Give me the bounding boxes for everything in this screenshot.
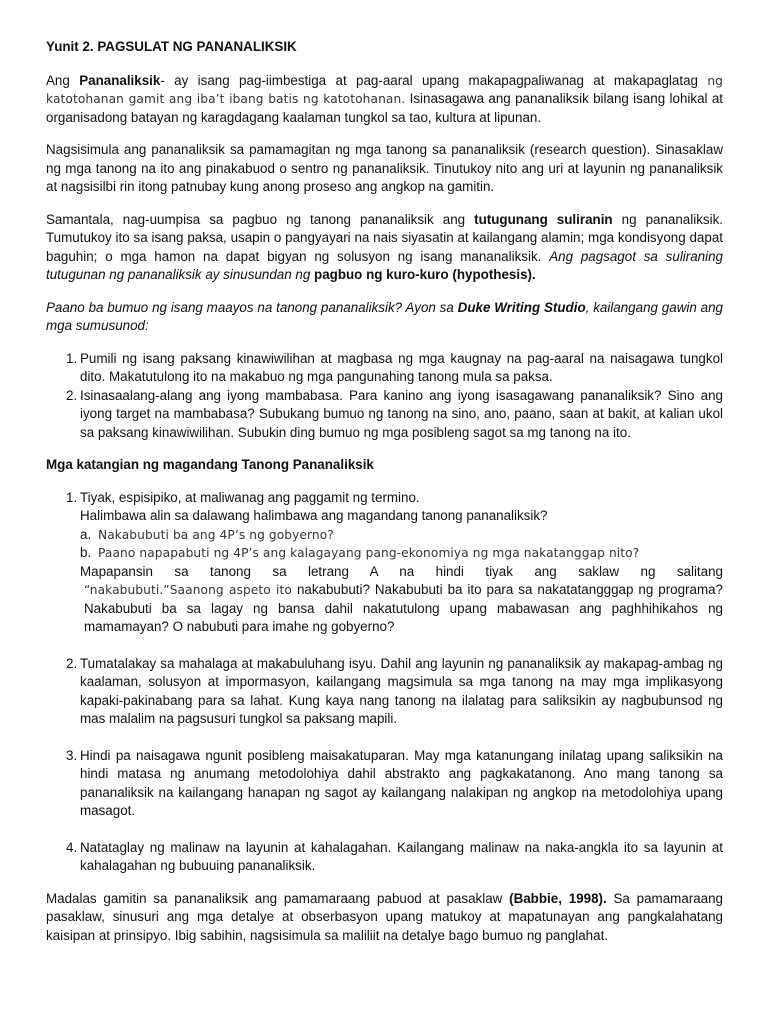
steps-list	[46, 350, 723, 443]
intro-paragraph	[46, 72, 723, 128]
characteristic-text: Natataglay ng malinaw na layunin at kahalagahan. Kailangang malinaw na naka-angkla ito sa layunin at kahalagahan ng bubuuing pananaliksik.	[80, 839, 723, 873]
problem-text-1: Samantala, nag-uumpisa sa pagbuo ng tanong pananaliksik ang	[46, 211, 475, 227]
example-text: Paano napapabuti ng 4P’s ang kalagayang pang-ekonomiya ng mga nakatanggap nito?	[98, 546, 640, 560]
closing-text-1: Madalas gamitin sa pananaliksik ang pamamaraang pabuod at pasaklaw	[46, 890, 510, 906]
step-text: Isinasaalang-alang ang iyong mambabasa. Para kanino ang iyong isasagawang pananaliksik? Sino ang iyong target na mambabasa? Subukang bumuo ng tanong na sino, ano, paano, saan at bakit, at kalian ukol sa paksang kinawiwilihan. Subukin ding bumuo ng mga posibleng sagot sa mg tanong na ito.	[80, 387, 723, 440]
closing-paragraph	[46, 890, 723, 946]
step-item	[46, 350, 723, 387]
explanation-line-1: Mapapansin sa tanong sa letrang A na hindi tiyak ang saklaw ng salitang	[80, 563, 723, 579]
problem-term: tutugunang suliranin	[474, 211, 613, 227]
list-marker: 1.	[66, 350, 78, 366]
characteristic-item	[46, 655, 723, 729]
explanation-rest	[80, 581, 723, 637]
duke-text-2: , kailangang gawin ang mga sumusunod:	[46, 299, 723, 333]
characteristic-text: Tiyak, espisipiko, at maliwanag ang paggamit ng termino.	[80, 489, 420, 505]
duke-source: Duke Writing Studio	[457, 299, 586, 315]
characteristic-item	[46, 747, 723, 821]
list-marker: 4.	[66, 839, 78, 855]
problem-italic: Ang pagsagot sa suliraning tutugunan ng pananaliksik ay sinusundan ng	[46, 248, 724, 282]
step-text: Pumili ng isang paksang kinawiwilihan at magbasa ng mga kaugnay na pag-aaral na naisagawa tungkol dito. Makatutulong ito na makabuo ng mga pangunahing tanong mula sa paksa.	[80, 350, 723, 384]
intro-lead: Ang	[46, 72, 80, 88]
intro-rest3: Isinasagawa ang pananaliksik bilang isang lohikal at organisadong batayan ng karagdagang kaalaman tungkol sa tao, kultura at lipunan.	[46, 91, 724, 125]
intro-term: Pananaliksik	[79, 72, 161, 88]
example-item	[80, 526, 723, 545]
characteristic-item	[46, 489, 723, 637]
list-marker: a.	[80, 526, 92, 542]
list-marker: 2.	[66, 387, 78, 403]
intro-rest1: - ay isang pag-iimbestiga at pag-aaral upang makapagpaliwanag at makapaglatag	[160, 72, 708, 88]
examples-list	[80, 526, 723, 563]
explanation-text: nakabubuti? Nakabubuti ba ito para sa nakatatangggap ng programa? Nakabubuti ba sa lagay ng bansa dahil nakatutulong upang mabawasan ang paghhihikahos ng mamamayan? O nabubuti para imahe ng gobyerno?	[84, 582, 724, 634]
document-title: Yunit 2. PAGSULAT NG PANANALIKSIK	[46, 39, 297, 54]
example-item	[80, 544, 723, 563]
list-marker: b.	[80, 545, 92, 560]
list-marker: 3.	[66, 747, 78, 763]
hypothesis-term: pagbuo ng kuro-kuro (hypothesis).	[314, 267, 536, 282]
research-question-paragraph: Nagsisimula ang pananaliksik sa pamamagitan ng mga tanong sa pananaliksik (research question). Sinasaklaw ng mga tanong na ito ang pinakabuod o sentro ng pananaliksik. Tinutukoy nito ang uri at layunin ng pananaliksik at nagsisilbi rin itong patnubay kung anong proseso ang angkop na gamitin.	[46, 142, 723, 194]
closing-text-2: Sa pamamaraang pasaklaw, sinusuri ang mga detalye at obserbasyon upang matukoy at mapatunayan ang pangkalahatang kaisipan at prinsipyo. Ibig sabihin, nagsisimula sa maliliit na detalye bago bumuo ng panglahat.	[46, 890, 724, 943]
problem-paragraph	[46, 211, 723, 285]
characteristic-text: Hindi pa naisagawa ngunit posibleng maisakatuparan. May mga katanungang inilatag upang saliksikin na hindi matasa ng anumang metodolohiya dahil abstrakto ang pagkakatanong. Ano mang tanong sa pananaliksik na kailangang hanapan ng sagot ay kailangang nalakipan ng angkop na metodolohiya upang masagot.	[80, 747, 723, 818]
document-page	[46, 38, 723, 959]
problem-text-2: ng pananaliksik. Tumutukoy ito sa isang paksa, usapin o pangyayari na nais siyasatin at kailangang alamin; mga kondisyong dapat baguhin; o mga hamon na dapat bigyan ng solusyon ng isang mananaliksik.	[46, 211, 723, 264]
explanation-quote: “nakabubuti.”Saanong aspeto ito	[84, 583, 292, 597]
characteristics-list	[46, 489, 723, 876]
list-marker: 2.	[66, 655, 78, 671]
example-intro: Halimbawa alin sa dalawang halimbawa ang magandang tanong pananaliksik?	[80, 508, 548, 523]
characteristic-text: Tumatalakay sa mahalaga at makabuluhang isyu. Dahil ang layunin ng pananaliksik ay makapag-ambag ng kaalaman, solusyon at impormasyon, kailangang magsimula sa mga tanong na may mga implikasyong kapaki-pakinabang para sa lahat. Kung kaya nang tanong na ilalatag para saliksikin ay nagbubunsod ng mas malalim na pagsusuri tungkol sa paksang mapili.	[80, 655, 723, 726]
section-heading: Mga katangian ng magandang Tanong Pananaliksik	[46, 457, 374, 472]
step-item	[46, 387, 723, 443]
list-marker: 1.	[66, 489, 78, 505]
characteristic-item	[46, 839, 723, 876]
duke-paragraph	[46, 299, 723, 336]
duke-text-1: Paano ba bumuo ng isang maayos na tanong pananaliksik? Ayon sa	[46, 299, 458, 315]
intro-rest2: ng katotohanan gamit ang iba’t ibang batis ng katotohanan.	[46, 73, 723, 106]
citation: (Babbie, 1998).	[509, 890, 607, 906]
example-text: Nakabubuti ba ang 4P’s ng gobyerno?	[98, 527, 334, 542]
